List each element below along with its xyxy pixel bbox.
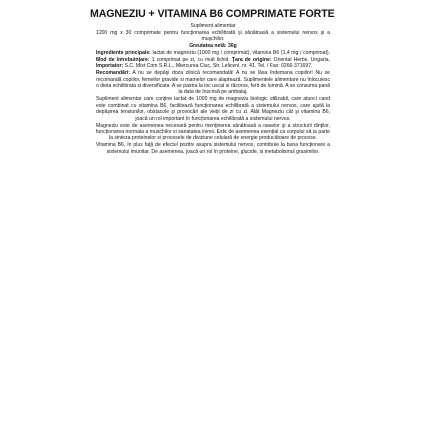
ingredients-heading: Ingrediente principale:	[96, 50, 151, 57]
usage-heading: Mod de întrebuinţare:	[96, 56, 150, 63]
importer-heading: Importator:	[96, 63, 124, 70]
description-paragraph-1: Supliment alimentar care conţine lactat de 1000 mg de magneziu biologic utilizabil, care atunci cand este combinat cu vitamina B6, facilitează funcţionarea echilibrată a sistemului nervos, care ajută la depăşirea tensiunilor, obstacole şi provocări ale vieţii de zi cu zi. Atât Magneziu cât şi vitamina B6, joacă un rol important în funcţionarea echilibrată a sistemului nervos.	[96, 96, 330, 122]
recommendations-heading: Recomandări:	[96, 70, 130, 77]
recommendations-text: A nu se depăşi doza zilnică recomandată! A nu se lăsa îndemana copiilor! Nu se recomandă copiilor, femeilor gravide si mamelor care alaptează. Suplimentele alimentare nu înlocuiesc o dieta echilibrata si diversificata. A se pastra la loc uscat si răcoros, ferit de lumină. A se consuma pană la data de înscrisă pe ambalaj.	[96, 70, 330, 96]
pack-description: 1200 mg x 30 comprimate pentru funcţionarea echilibrată şi sănătoasă a sistemului nervos şi a muşchilor.	[96, 30, 330, 43]
origin-text: Oriental Herbs, Ungaria.	[271, 56, 330, 63]
product-title: MAGNEZIU + VITAMINA B6 COMPRIMATE FORTE	[90, 8, 335, 20]
net-weight: Greutatea netă: 36g	[189, 43, 237, 50]
origin-heading: Ţara de origine:	[229, 56, 272, 63]
ingredients-block	[96, 50, 330, 69]
product-subtitle: Supliment alimentar	[190, 23, 236, 29]
product-label	[90, 8, 335, 156]
description-paragraph-2: Magneziu este de asemenea necesară pentru menţinerea sănătoasă a oaselor şi a structurii dinţilor, funcţionarea normala a muschilor si sanatatea inimii. Este de asemenea esenţial ca corpului să ia parte la sinteza proteinelor si procesele de diviziune celulară de energie producătoare de procese.	[96, 122, 330, 142]
recommendations-block	[96, 70, 330, 96]
description-paragraph-3: Vitamina B6, în plus faţă de efectul pozitiv asupra sistemului nervos, contribuie la buna funcţionare a sistemului imunitar. De asemenea, joacă un rol în proteine, glucide, si metabolismul grasimilor.	[96, 142, 330, 155]
importer-text: S.C. Mixt Com S.R.L., Miercurea Ciuc, Str. Leliceni, nr. 41. Tel. / Fax: 0266-371697.	[123, 63, 313, 70]
usage-text: 1 comprimat pe zi, cu mult lichid.	[149, 56, 230, 63]
ingredients-text: lactat de magneziu (1000 mg / comprimat), vitamina B6 (1,4 mg / comprimat).	[150, 50, 330, 57]
